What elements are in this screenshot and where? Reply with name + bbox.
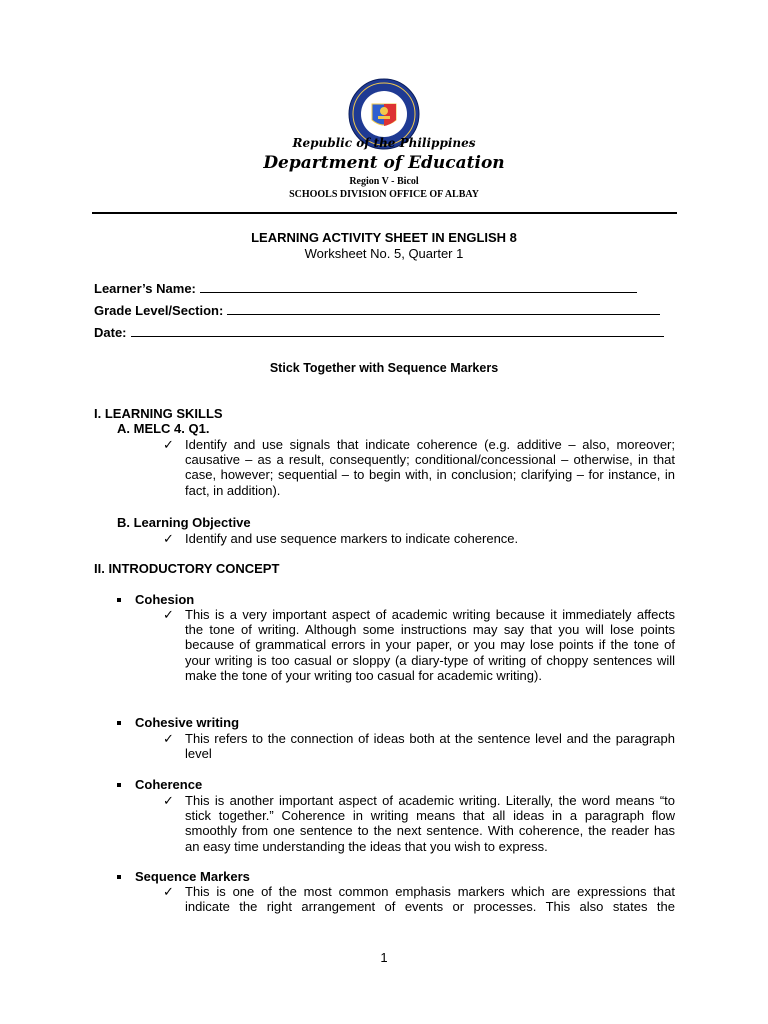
melc-heading: A. MELC 4. Q1. — [117, 421, 210, 436]
objective-heading: B. Learning Objective — [117, 515, 251, 530]
square-bullet-icon — [117, 598, 121, 602]
learner-name-label: Learner’s Name: — [94, 281, 196, 296]
section-introductory-concept: II. INTRODUCTORY CONCEPT — [94, 561, 280, 576]
cohesive-writing-heading: Cohesive writing — [117, 715, 239, 730]
header-divider — [92, 212, 677, 214]
square-bullet-icon — [117, 721, 121, 725]
section-learning-skills: I. LEARNING SKILLS — [94, 406, 223, 421]
department-heading: Department of Education — [263, 153, 505, 173]
coherence-text: This is another important aspect of academic writing. Literally, the word means “to stick together.” Coherence in writing means that all ideas in a paragraph flow smoothly from one sentence to the next sentence. With coherence, the reader has an easy time understanding the ideas that you wish to express. — [185, 793, 675, 854]
sheet-subtitle: Worksheet No. 5, Quarter 1 — [304, 246, 464, 261]
grade-level-label: Grade Level/Section: — [94, 303, 224, 318]
page-number: 1 — [380, 950, 388, 965]
sequence-markers-heading: Sequence Markers — [117, 869, 250, 884]
date-label: Date: — [94, 325, 127, 340]
sequence-markers-text: This is one of the most common emphasis markers which are expressions that indicate the right arrangement of events or processes. This also states the — [185, 884, 675, 915]
melc-text: Identify and use signals that indicate coherence (e.g. additive – also, moreover; causative – as a result, consequently; conditional/concessional – otherwise, in that case, however; sequential – to begin with, in conclusion; clarifying – for instance, in fact, in addition). — [185, 437, 675, 498]
date-line[interactable] — [131, 324, 664, 337]
check-icon: ✓ — [163, 437, 174, 452]
republic-heading: Republic of the Philippines — [292, 136, 476, 150]
cohesive-writing-text: This refers to the connection of ideas both at the sentence level and the paragraph level — [185, 731, 675, 762]
check-icon: ✓ — [163, 531, 174, 546]
coherence-heading: Coherence — [117, 777, 202, 792]
cohesion-text: This is a very important aspect of academic writing because it immediately affects the tone of writing. Although some instructions may say that you will lose points because of grammatical errors in your paper, or you may lose points if the tone of your writing is too casual or sloppy (a diary-type of writing of choppy sentences will make the tone of your writing too casual for academic writing). — [185, 607, 675, 683]
grade-level-field[interactable] — [94, 302, 660, 318]
check-icon: ✓ — [163, 607, 174, 622]
date-field[interactable] — [94, 324, 664, 340]
region-heading: Region V - Bicol — [349, 176, 419, 187]
sheet-title: LEARNING ACTIVITY SHEET IN ENGLISH 8 — [251, 230, 517, 245]
office-heading: SCHOOLS DIVISION OFFICE OF ALBAY — [289, 189, 479, 200]
check-icon: ✓ — [163, 793, 174, 808]
check-icon: ✓ — [163, 731, 174, 746]
check-icon: ✓ — [163, 884, 174, 899]
grade-level-line[interactable] — [227, 302, 660, 315]
square-bullet-icon — [117, 783, 121, 787]
learner-name-field[interactable] — [94, 280, 637, 296]
objective-text: Identify and use sequence markers to indicate coherence. — [185, 531, 519, 546]
learner-name-line[interactable] — [200, 280, 637, 293]
lesson-subject: Stick Together with Sequence Markers — [269, 361, 499, 375]
cohesion-heading: Cohesion — [117, 592, 194, 607]
square-bullet-icon — [117, 875, 121, 879]
